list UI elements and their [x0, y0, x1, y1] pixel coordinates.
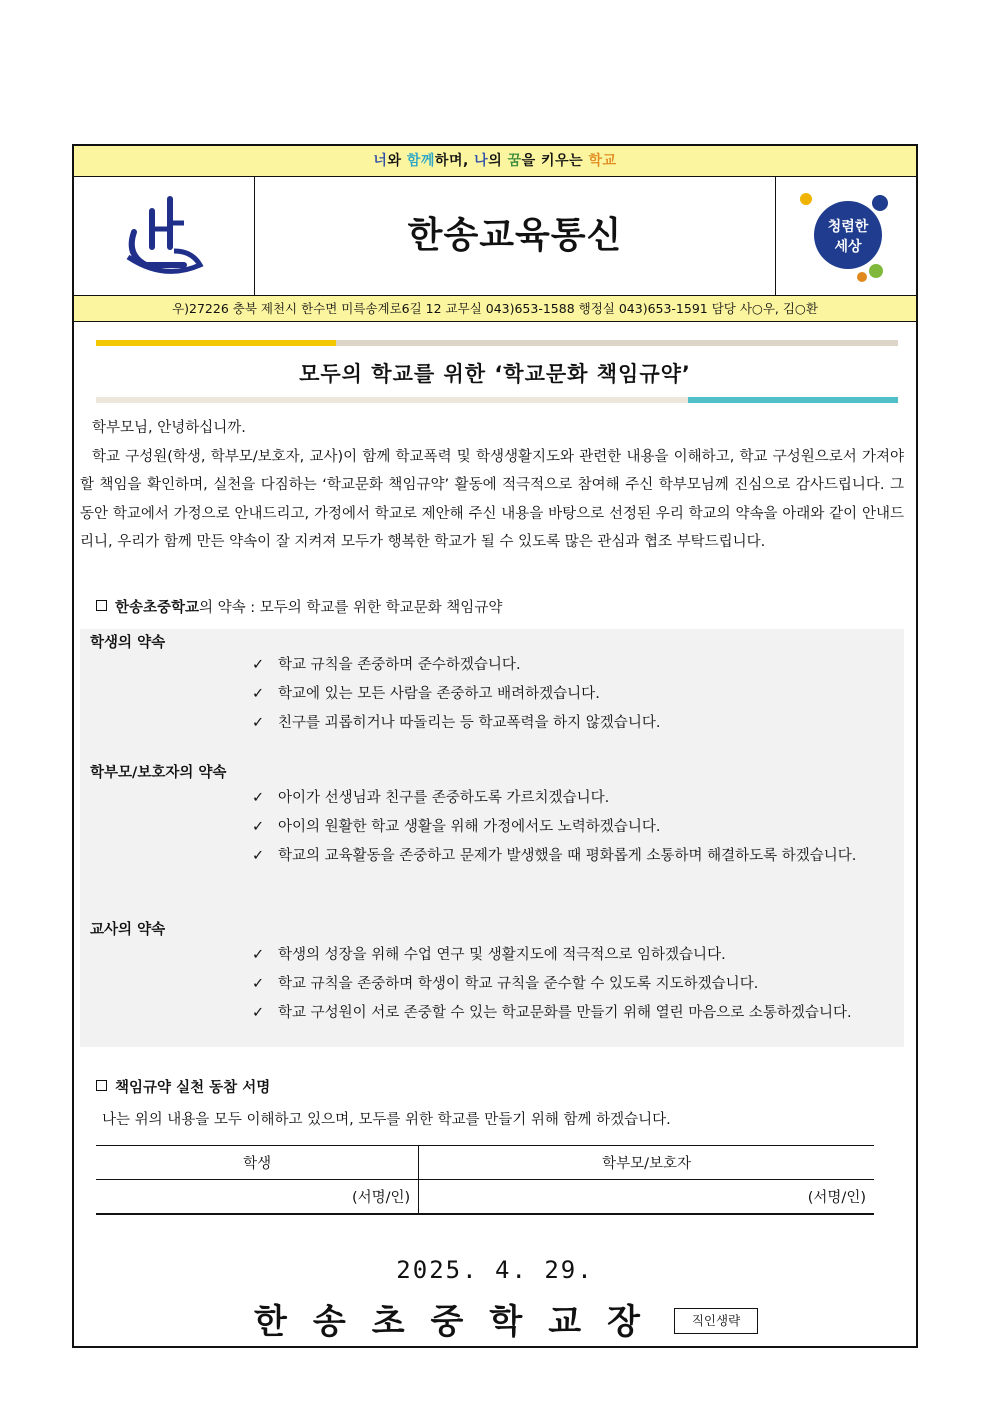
check-icon: ✓ [252, 715, 265, 731]
item-text: 학교 구성원이 서로 존중할 수 있는 학교문화를 만들기 위해 열린 마음으로 소통하겠습니다. [278, 1005, 852, 1021]
item-text: 학교에 있는 모든 사람을 존중하고 배려하겠습니다. [278, 686, 600, 702]
student-header: 학생 [96, 1146, 419, 1180]
promises-box [80, 629, 904, 1047]
slogan-part: 꿈 [507, 153, 522, 169]
square-bullet-icon [96, 600, 107, 611]
slogan-part: 학교 [588, 153, 617, 169]
list-item [252, 815, 898, 839]
document-title: 모두의 학교를 위한 ‘학교문화 책임규약’ [299, 362, 691, 386]
integrity-logo-icon [776, 177, 916, 295]
list-item [252, 653, 898, 677]
parent-promise-title: 학부모/보호자의 약속 [90, 765, 227, 781]
check-icon: ✓ [252, 790, 265, 806]
slogan-part: 하며, [434, 153, 475, 169]
divider-accent [688, 397, 898, 403]
address-bar: 우)27226 충북 제천시 한수면 미륵송계로6길 12 교무실 043)653-1588 행정실 043)653-1591 담당 사○우, 김○환 [74, 296, 916, 322]
pledge-text: 나는 위의 내용을 모두 이해하고 있으며, 모두를 위한 학교를 만들기 위해 함께 하겠습니다. [102, 1112, 671, 1128]
list-item [252, 943, 898, 967]
list-item [252, 972, 898, 996]
list-item [252, 844, 898, 868]
slogan-part: 의 [488, 153, 508, 169]
list-item [252, 786, 898, 810]
divider-accent [96, 340, 336, 346]
item-text: 학생의 성장을 위해 수업 연구 및 생활지도에 적극적으로 임하겠습니다. [278, 947, 726, 963]
item-text: 학교 규칙을 존중하며 준수하겠습니다. [278, 657, 521, 673]
svg-text:청렴한: 청렴한 [827, 219, 869, 235]
school-logo-icon [74, 177, 254, 295]
principal-name: 한송초중학교장 [254, 1302, 666, 1342]
parent-header: 학부모/보호자 [419, 1146, 874, 1180]
teacher-promise-title: 교사의 약속 [90, 922, 166, 938]
intro [80, 414, 904, 557]
slogan-part: 와 [387, 153, 407, 169]
slogan-part: 함께 [406, 153, 435, 169]
check-icon: ✓ [252, 976, 265, 992]
date: 2025. 4. 29. [396, 1256, 594, 1284]
check-icon: ✓ [252, 657, 265, 673]
seal-note: 직인생략 [674, 1308, 758, 1334]
section-heading [96, 1076, 270, 1097]
item-text: 아이의 원활한 학교 생활을 위해 가정에서도 노력하겠습니다. [278, 819, 661, 835]
student-signature[interactable]: (서명/인) [96, 1180, 419, 1215]
slogan-banner [74, 146, 916, 177]
intro-body: 학교 구성원(학생, 학부모/보호자, 교사)이 함께 학교폭력 및 학생생활지도와 관련한 내용을 이해하고, 학교 구성원으로서 가져야 할 책임을 확인하며, 실천을 다짐하는 ‘학교문화 책임규약’ 활동에 적극적으로 참여해 주신 학부모님께 진심으로 감사드립니다. 그동안 학교에서 가정으로 안내드리고, 가정에서 학교로 제안해 주신 내용을 바탕으로 선정된 우리 학교의 약속을 아래와 같이 안내드리니, 우리가 함께 만든 약속이 잘 지켜져 모두가 행복한 학교가 될 수 있도록 많은 관심과 협조 부탁드립니다. [80, 448, 904, 550]
check-icon: ✓ [252, 1005, 265, 1021]
check-icon: ✓ [252, 848, 265, 864]
list-item [252, 711, 898, 735]
slogan-part: 너 [373, 153, 388, 169]
parent-signature[interactable]: (서명/인) [419, 1180, 874, 1215]
school-name: 한송초중학교 [115, 600, 200, 616]
item-text: 아이가 선생님과 친구를 존중하도록 가르치겠습니다. [278, 790, 610, 806]
check-icon: ✓ [252, 819, 265, 835]
item-text: 학교 규칙을 존중하며 학생이 학교 규칙을 준수할 수 있도록 지도하겠습니다. [278, 976, 759, 992]
slogan-part: 나 [474, 153, 489, 169]
item-text: 친구를 괴롭히거나 따돌리는 등 학교폭력을 하지 않겠습니다. [278, 715, 661, 731]
svg-text:세상: 세상 [834, 239, 862, 255]
list-item [252, 1001, 898, 1025]
list-item [252, 682, 898, 706]
signature-table [96, 1145, 874, 1215]
check-icon: ✓ [252, 686, 265, 702]
header [74, 177, 916, 296]
item-text: 학교의 교육활동을 존중하고 문제가 발생했을 때 평화롭게 소통하며 해결하도록 하겠습니다. [278, 848, 857, 864]
student-promise-title: 학생의 약속 [90, 635, 166, 651]
square-bullet-icon [96, 1080, 107, 1091]
school-logo [74, 177, 255, 295]
section-heading-text: 책임규약 실천 동참 서명 [115, 1080, 271, 1096]
section-heading [96, 596, 502, 617]
check-icon: ✓ [252, 947, 265, 963]
newsletter-frame [72, 144, 918, 1348]
greeting: 학부모님, 안녕하십니까. [92, 420, 246, 436]
section-heading-text: 의 약속 : 모두의 학교를 위한 학교문화 책임규약 [199, 600, 503, 616]
integrity-logo [775, 177, 916, 295]
newsletter-title: 한송교육통신 [407, 215, 623, 256]
slogan-part: 을 키우는 [521, 153, 589, 169]
